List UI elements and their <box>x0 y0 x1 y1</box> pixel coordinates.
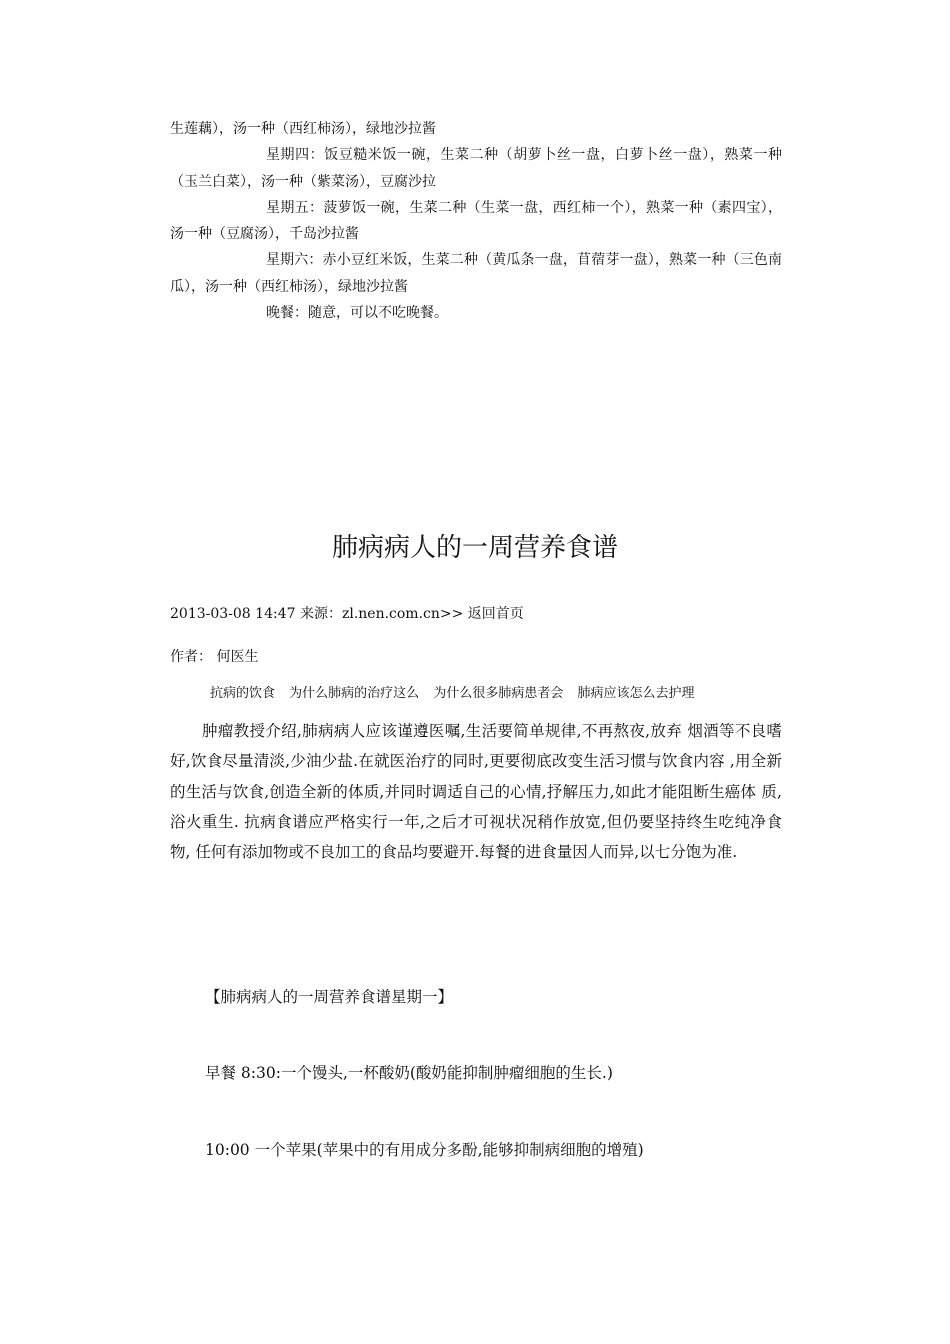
article-title: 肺病病人的一周营养食谱 <box>331 533 618 563</box>
related-link[interactable]: 抗病的饮食 <box>210 686 276 701</box>
article-body: 肿瘤教授介绍,肺病病人应该谨遵医嘱,生活要简单规律,不再熬夜,放弃 烟酒等不良嗜好,饮食尽量清淡,少油少盐.在就医治疗的同时,更要彻底改变生活习惯与饮食内容 ,用全新的生活与饮食,创造全新的体质,并同时调适自己的心情,抒解压力,如此才能阻断生癌体 质,浴火重生. 抗病食谱应严格实行一年,之后才可视状况稍作放宽,但仍要坚持终生吃纯净食物, 任何有添加物或不良加工的食品均要避开.每餐的进食量因人而异,以七分饱为准. <box>170 722 782 862</box>
article-date-source: 2013-03-08 14:47 来源：zl.nen.com.cn>> 返回首页 <box>170 606 524 622</box>
diet-saturday: 星期六：赤小豆红米饭，生菜二种（黄瓜条一盘，苜蓿芽一盘），熟菜一种（三色南瓜），汤一种（西红柿汤），绿地沙拉酱 <box>170 252 782 295</box>
section-heading: 【肺病病人的一周营养食谱星期一】 <box>205 988 454 1006</box>
snack-line: 10:00 一个苹果(苹果中的有用成分多酚,能够抑制病细胞的增殖) <box>205 1141 644 1159</box>
diet-thursday: 星期四：饭豆糙米饭一碗，生菜二种（胡萝卜丝一盘，白萝卜丝一盘），熟菜一种（玉兰白菜），汤一种（紫菜汤），豆腐沙拉 <box>170 147 782 190</box>
article-author: 作者： 何医生 <box>170 649 259 665</box>
related-link[interactable]: 为什么很多肺病患者会 <box>433 686 564 701</box>
related-links <box>210 684 704 704</box>
previous-article-continuation <box>170 116 782 326</box>
related-link[interactable]: 肺病应该怎么去护理 <box>577 686 695 701</box>
breakfast-line: 早餐 8:30:一个馒头,一杯酸奶(酸奶能抑制肿瘤细胞的生长.) <box>205 1064 613 1082</box>
diet-text-line: 生莲藕），汤一种（西红柿汤），绿地沙拉酱 <box>170 121 436 137</box>
diet-friday: 星期五：菠萝饭一碗，生菜二种（生菜一盘，西红柿一个），熟菜一种（素四宝），汤一种（豆腐汤），千岛沙拉酱 <box>170 199 782 243</box>
related-link[interactable]: 为什么肺病的治疗这么 <box>289 686 420 701</box>
diet-dinner: 晚餐：随意，可以不吃晚餐。 <box>266 305 448 322</box>
